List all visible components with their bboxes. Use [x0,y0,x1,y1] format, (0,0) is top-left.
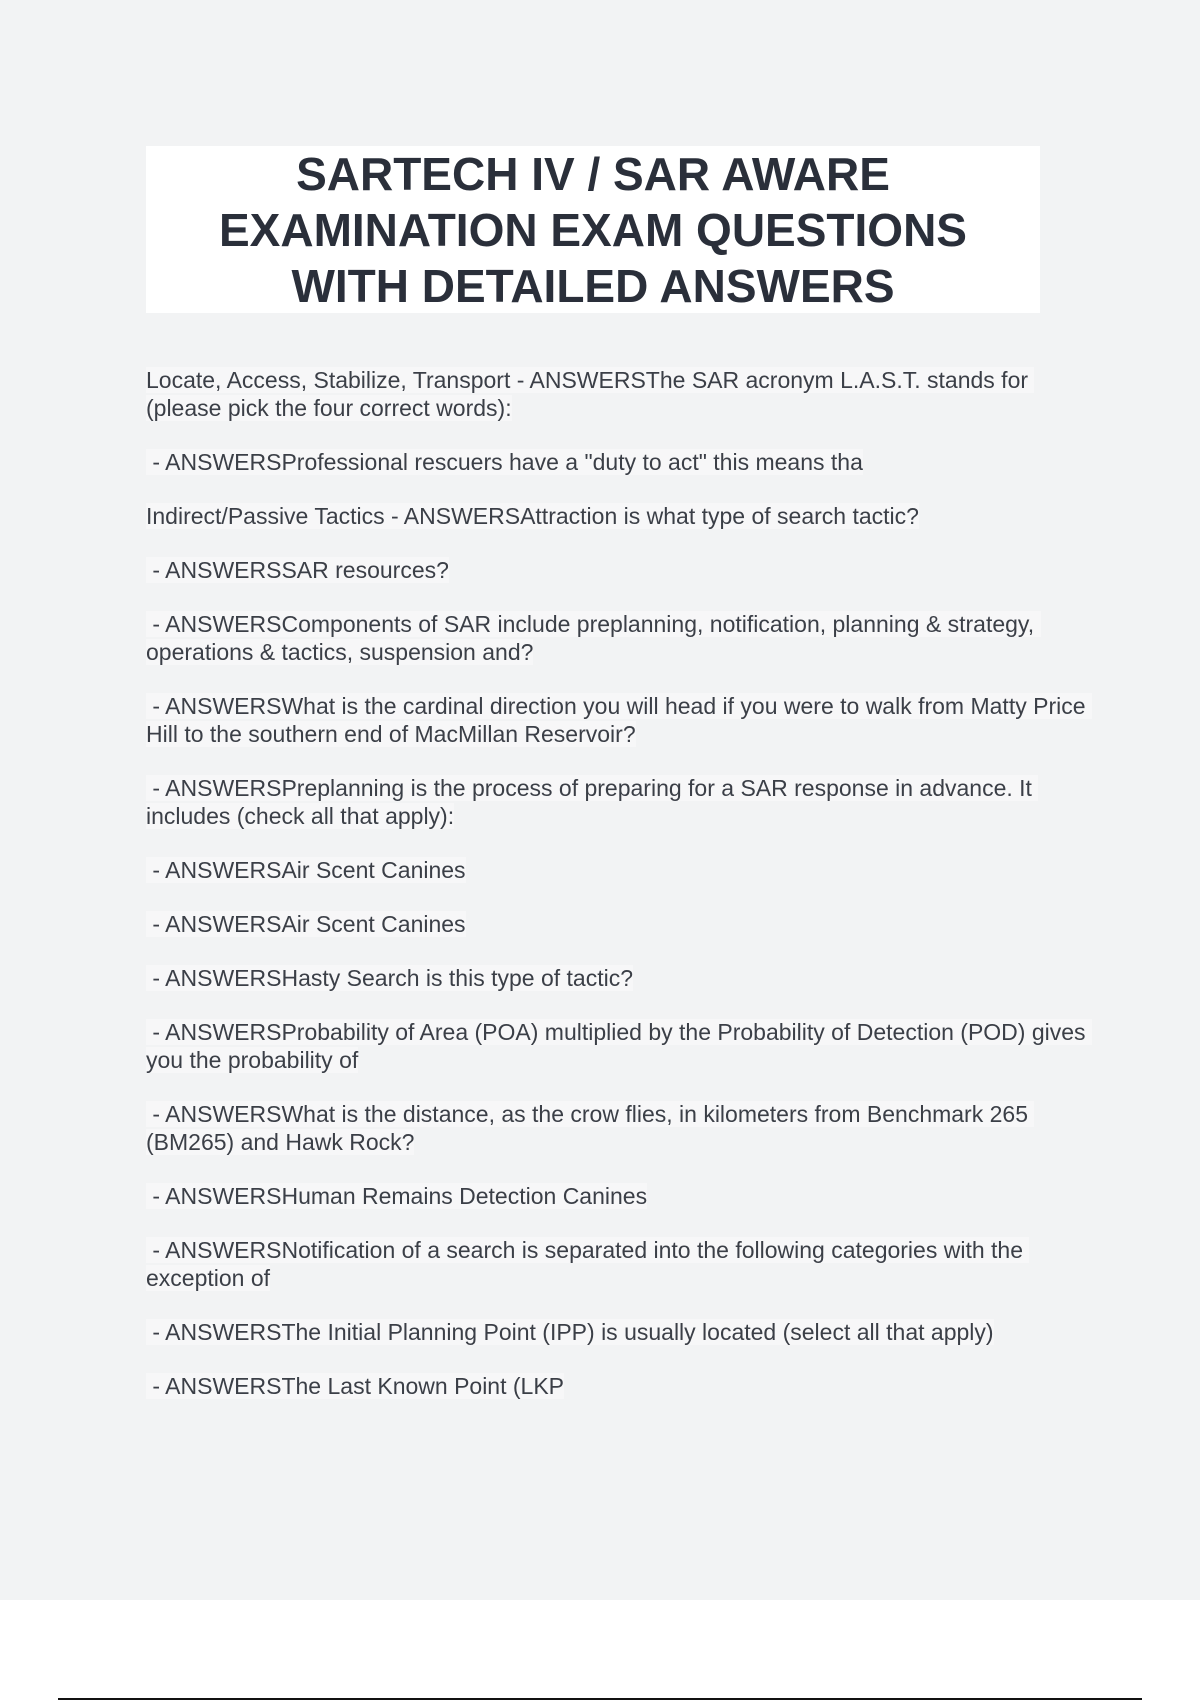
title-box [146,146,1040,313]
qa-entry [146,1318,1086,1346]
qa-entry [146,774,1086,830]
qa-entry-text: - ANSWERSSAR resources? [146,557,449,583]
qa-entry [146,502,1086,530]
qa-entry [146,448,1086,476]
qa-entry [146,556,1086,584]
qa-entry-text: - ANSWERSThe Initial Planning Point (IPP) is usually located (select all that apply) [146,1319,994,1345]
qa-entry-text: - ANSWERSAir Scent Canines [146,857,466,883]
qa-entry-text: Indirect/Passive Tactics - ANSWERSAttraction is what type of search tactic? [146,503,919,529]
qa-entry [146,856,1086,884]
qa-entry-text: - ANSWERSHasty Search is this type of tactic? [146,965,633,991]
qa-entry-text: - ANSWERSWhat is the distance, as the crow flies, in kilometers from Benchmark 265 (BM265) and Hawk Rock? [146,1101,1035,1155]
qa-entry [146,692,1092,748]
qa-entry-text: - ANSWERSProbability of Area (POA) multiplied by the Probability of Detection (POD) gives you the probability of [146,1019,1092,1073]
qa-entry-text: Locate, Access, Stabilize, Transport - ANSWERSThe SAR acronym L.A.S.T. stands for (please pick the four correct words): [146,367,1035,421]
qa-entry-text: - ANSWERSProfessional rescuers have a "duty to act" this means tha [146,449,863,475]
qa-entry-text: - ANSWERSComponents of SAR include preplanning, notification, planning & strategy, operations & tactics, suspension and? [146,611,1041,665]
qa-entry-text: - ANSWERSWhat is the cardinal direction you will head if you were to walk from Matty Price Hill to the southern end of MacMillan Reservoir? [146,693,1092,747]
qa-entry-text: - ANSWERSAir Scent Canines [146,911,466,937]
qa-entry [146,1236,1086,1292]
qa-entry [146,1018,1092,1074]
qa-entry [146,366,1086,422]
qa-list [146,366,1092,1426]
document-title: SARTECH IV / SAR AWARE EXAMINATION EXAM QUESTIONS WITH DETAILED ANSWERS [219,147,967,312]
qa-entry-text: - ANSWERSNotification of a search is separated into the following categories with the exception of [146,1237,1030,1291]
qa-entry [146,964,1086,992]
qa-entry-text: - ANSWERSThe Last Known Point (LKP [146,1373,565,1399]
qa-entry [146,1182,1086,1210]
qa-entry [146,610,1086,666]
qa-entry [146,910,1086,938]
qa-entry-text: - ANSWERSPreplanning is the process of preparing for a SAR response in advance. It includes (check all that apply): [146,775,1039,829]
qa-entry [146,1100,1086,1156]
qa-entry [146,1372,1086,1400]
qa-entry-text: - ANSWERSHuman Remains Detection Canines [146,1183,648,1209]
